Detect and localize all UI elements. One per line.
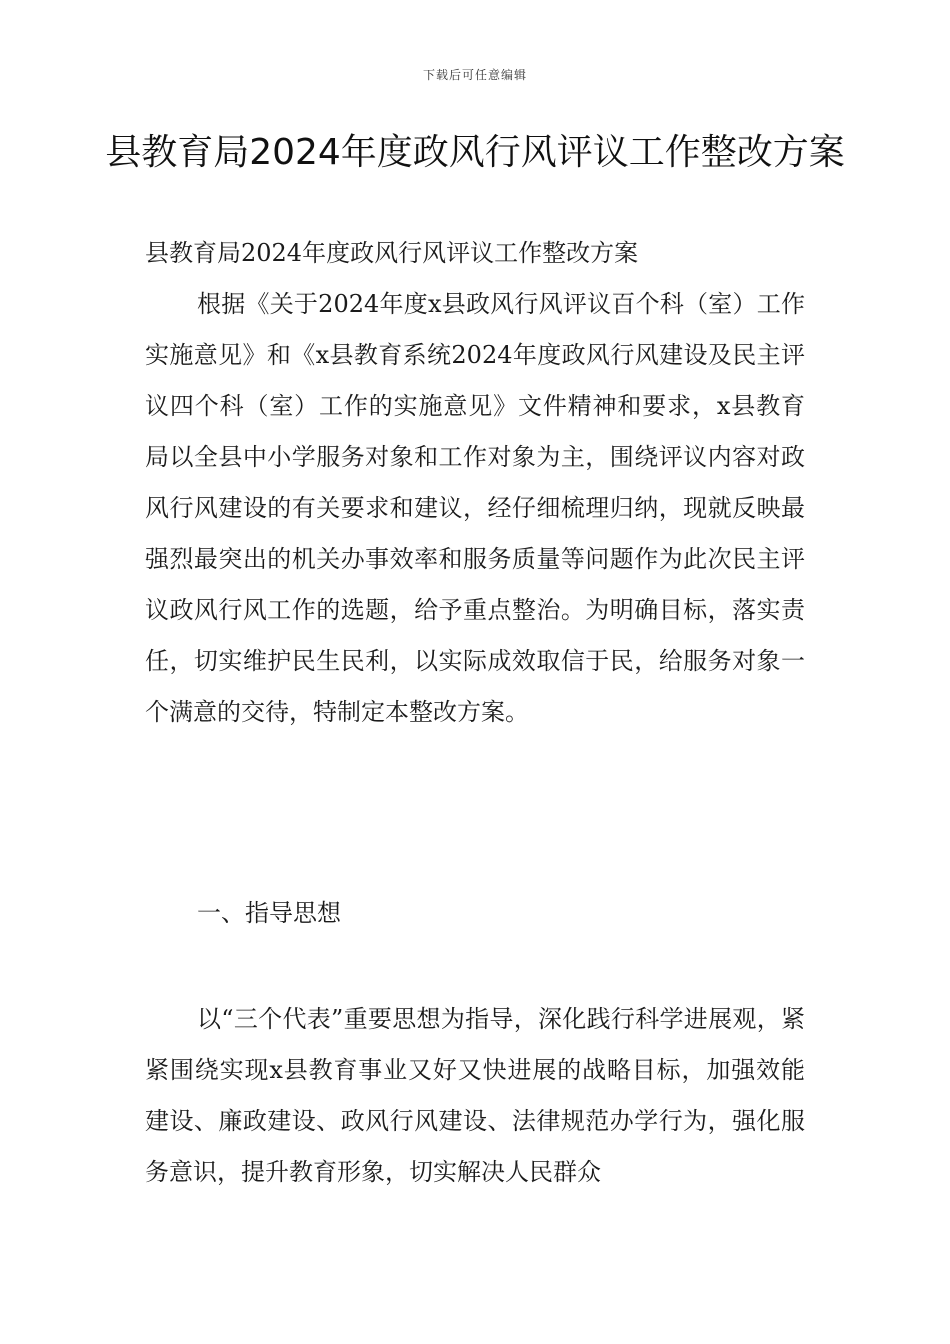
header-note: 下载后可任意编辑 [422, 68, 527, 82]
section-paragraph-guiding-ideology: 以“三个代表”重要思想为指导，深化践行科学进展观，紧紧围绕实现x县教育事业又好又快进展的战略目标，加强效能建设、廉政建设、政风行风建设、法律规范办学行为，强化服务意识，提升教育形象，切实解决人民群众 [145, 1005, 805, 1186]
document-title: 县教育局2024年度政风行风评议工作整改方案 [105, 132, 845, 173]
document-body [145, 228, 805, 1198]
spacer [145, 738, 805, 888]
document-subtitle: 县教育局2024年度政风行风评议工作整改方案 [145, 239, 639, 267]
spacer [145, 939, 805, 994]
section-heading-guiding-ideology: 一、指导思想 [197, 899, 341, 927]
intro-paragraph: 根据《关于2024年度x县政风行风评议百个科（室）工作实施意见》和《x县教育系统2024年度政风行风建设及民主评议四个科（室）工作的实施意见》文件精神和要求，x县教育局以全县中小学服务对象和工作对象为主，围绕评议内容对政风行风建设的有关要求和建议，经仔细梳理归纳，现就反映最强烈最突出的机关办事效率和服务质量等问题作为此次民主评议政风行风工作的选题，给予重点整治。为明确目标，落实责任，切实维护民生民利，以实际成效取信于民，给服务对象一个满意的交待，特制定本整改方案。 [145, 290, 805, 726]
